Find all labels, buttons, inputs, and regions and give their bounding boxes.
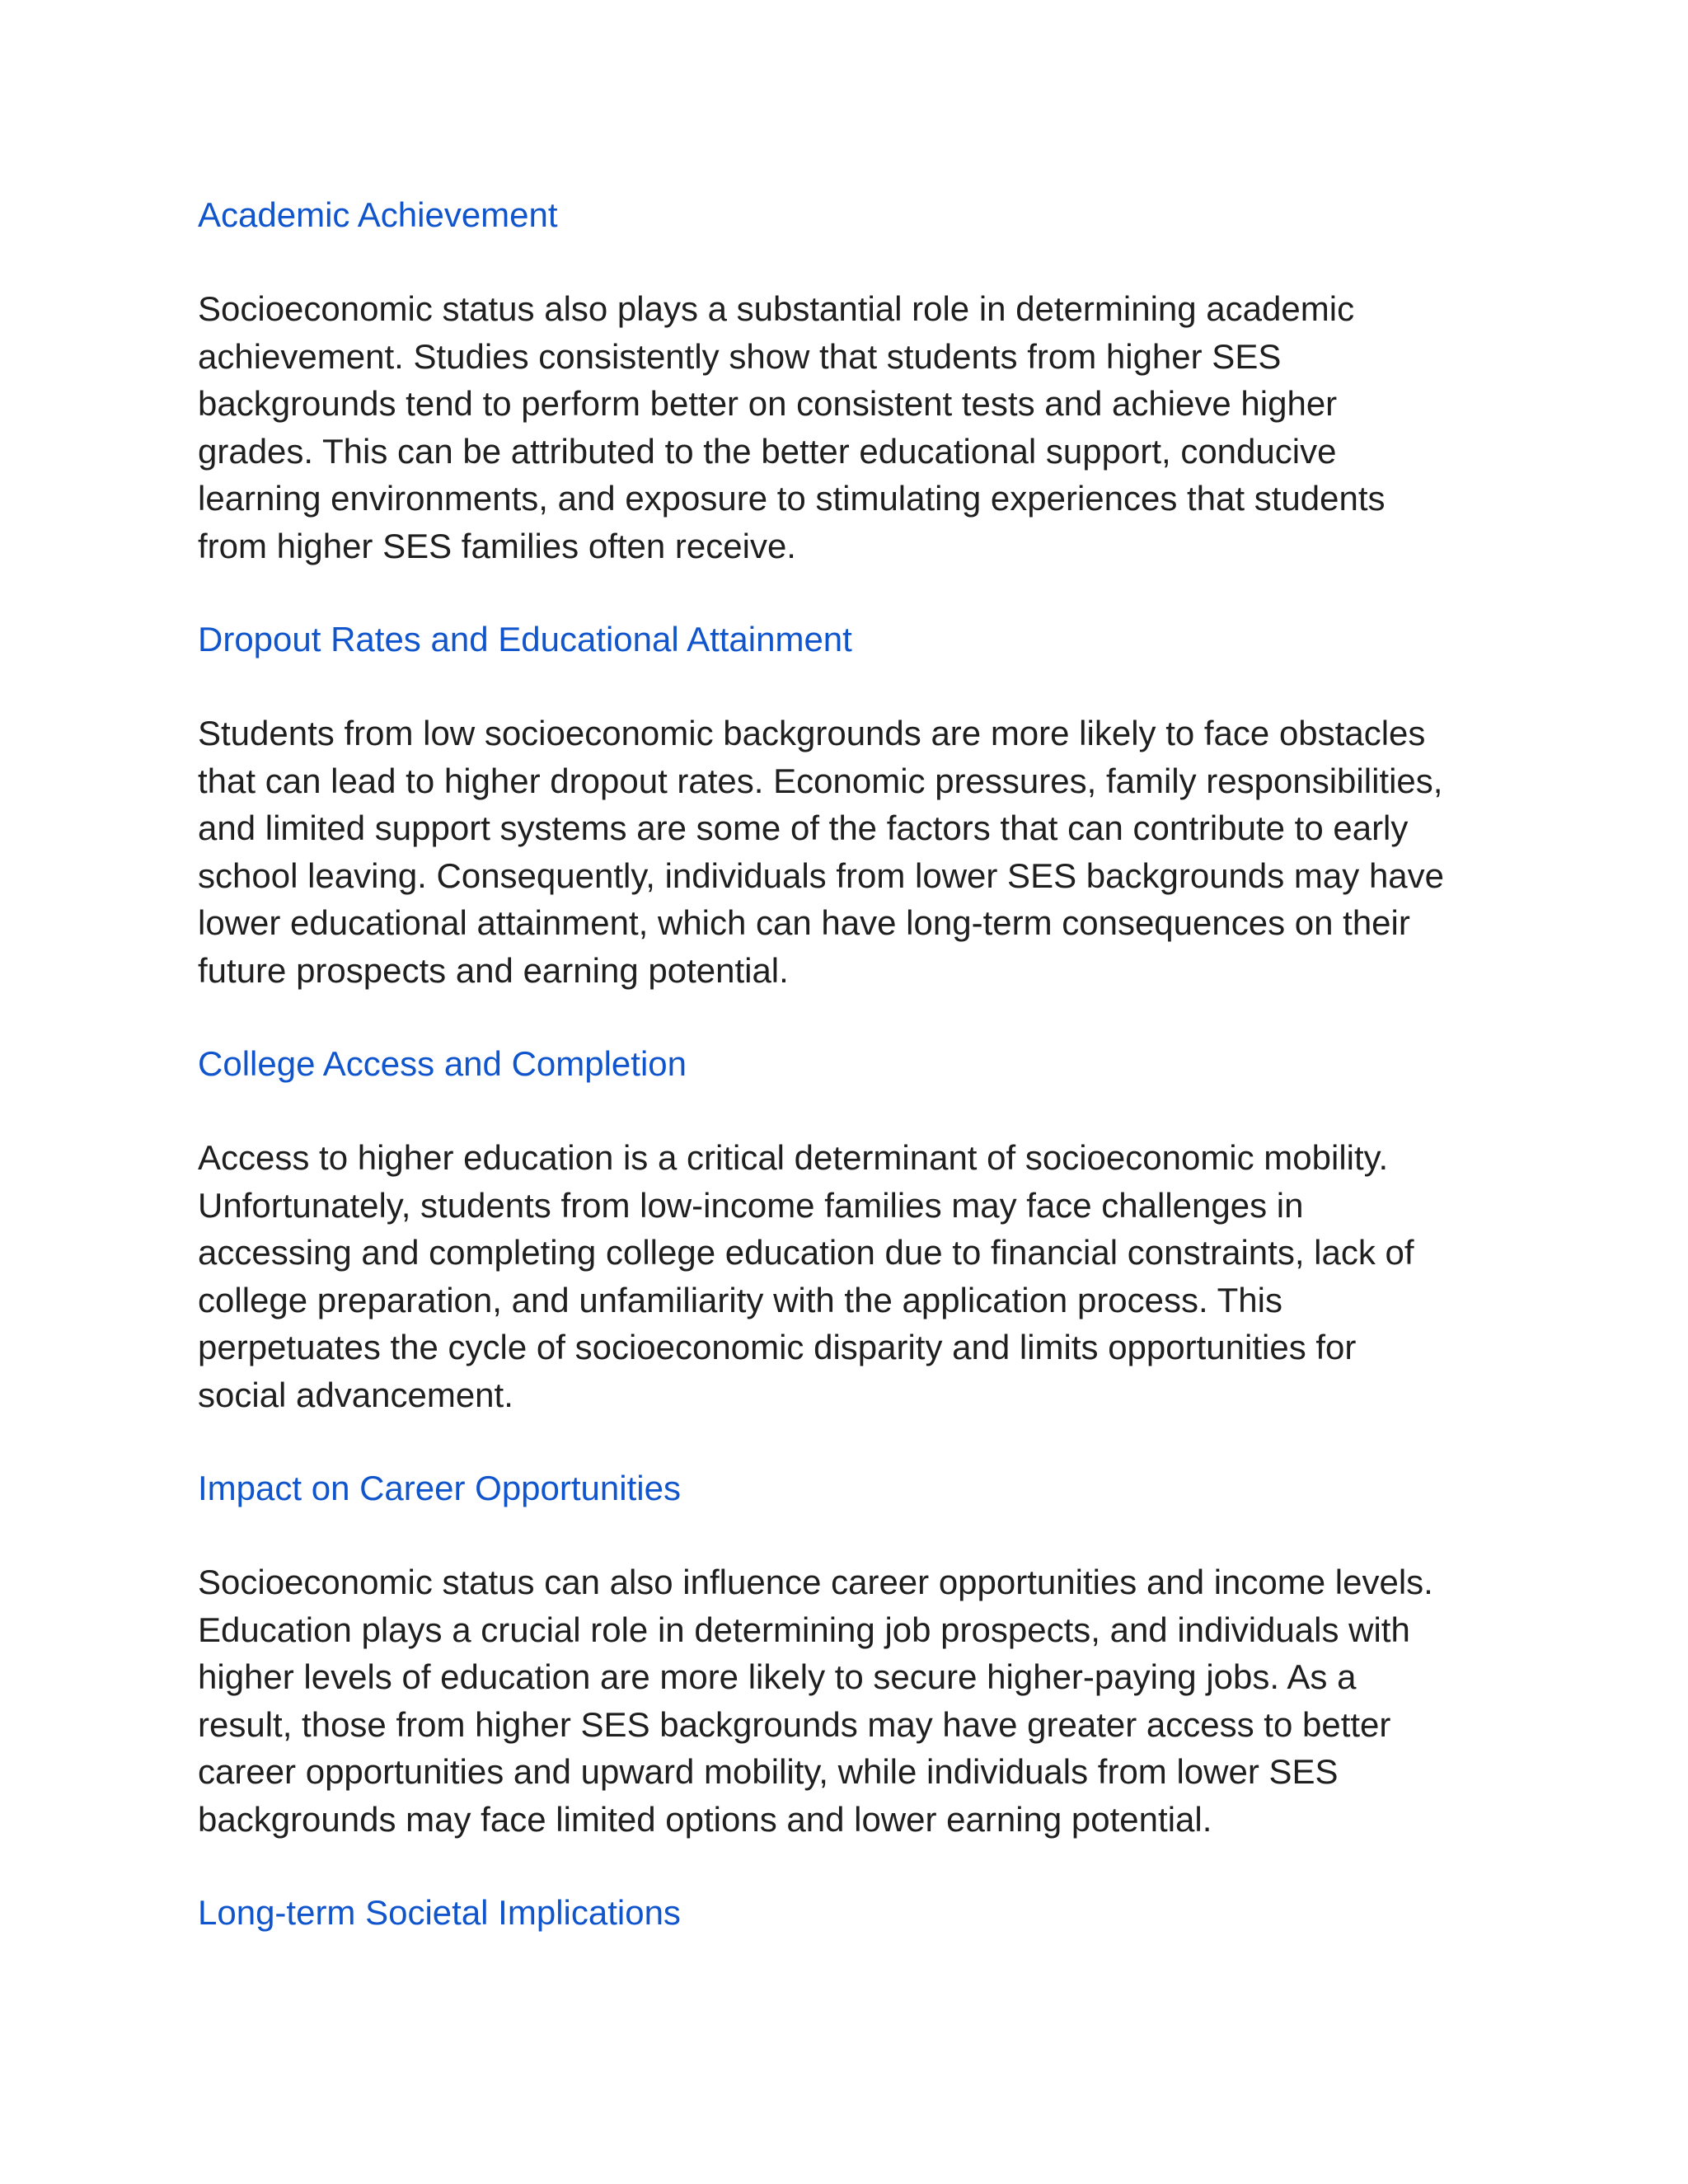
paragraph-line: future prospects and earning potential. (198, 950, 789, 990)
paragraph-line: and limited support systems are some of the factors that can contribute to early (198, 808, 1409, 847)
paragraph-line: perpetuates the cycle of socioeconomic disparity and limits opportunities for (198, 1328, 1357, 1366)
paragraph-line: Socioeconomic status also plays a substantial role in determining academic (198, 289, 1355, 328)
section-heading-dropout-rates: Dropout Rates and Educational Attainment (198, 620, 852, 658)
paragraph-line: grades. This can be attributed to the better educational support, conducive (198, 431, 1337, 471)
paragraph-line: Socioeconomic status can also influence career opportunities and income levels. (198, 1563, 1433, 1601)
paragraph-line: Unfortunately, students from low-income families may face challenges in (198, 1185, 1304, 1225)
paragraph-line: higher levels of education are more likely to secure higher-paying jobs. As a (198, 1657, 1357, 1696)
paragraph-line: Education plays a crucial role in determining job prospects, and individuals with (198, 1610, 1410, 1649)
section-heading-career-opportunities: Impact on Career Opportunities (198, 1469, 681, 1507)
paragraph-line: that can lead to higher dropout rates. Economic pressures, family responsibilities, (198, 761, 1443, 800)
document-page (198, 191, 1517, 1983)
section-paragraph-academic-achievement (198, 285, 1517, 569)
paragraph-line: lower educational attainment, which can have long-term consequences on their (198, 903, 1410, 942)
paragraph-line: learning environments, and exposure to stimulating experiences that students (198, 479, 1386, 518)
paragraph-line: career opportunities and upward mobility, while individuals from lower SES (198, 1752, 1339, 1791)
section-heading-college-access: College Access and Completion (198, 1044, 687, 1083)
section-paragraph-career-opportunities (198, 1558, 1517, 1843)
section-heading-long-term-implications: Long-term Societal Implications (198, 1893, 681, 1932)
paragraph-line: backgrounds may face limited options and lower earning potential. (198, 1799, 1212, 1839)
section-heading-academic-achievement: Academic Achievement (198, 195, 558, 234)
paragraph-line: college preparation, and unfamiliarity with the application process. This (198, 1280, 1282, 1319)
paragraph-line: accessing and completing college education due to financial constraints, lack of (198, 1233, 1414, 1272)
section-paragraph-dropout-rates (198, 710, 1517, 994)
paragraph-line: social advancement. (198, 1375, 513, 1414)
paragraph-line: achievement. Studies consistently show that students from higher SES (198, 336, 1282, 376)
paragraph-line: Students from low socioeconomic backgrounds are more likely to face obstacles (198, 714, 1426, 752)
section-paragraph-college-access (198, 1134, 1517, 1418)
paragraph-line: Access to higher education is a critical determinant of socioeconomic mobility. (198, 1138, 1389, 1177)
paragraph-line: school leaving. Consequently, individuals from lower SES backgrounds may have (198, 855, 1445, 895)
paragraph-line: result, those from higher SES backgrounds may have greater access to better (198, 1704, 1391, 1744)
paragraph-line: backgrounds tend to perform better on consistent tests and achieve higher (198, 384, 1338, 423)
paragraph-line: from higher SES families often receive. (198, 526, 796, 565)
